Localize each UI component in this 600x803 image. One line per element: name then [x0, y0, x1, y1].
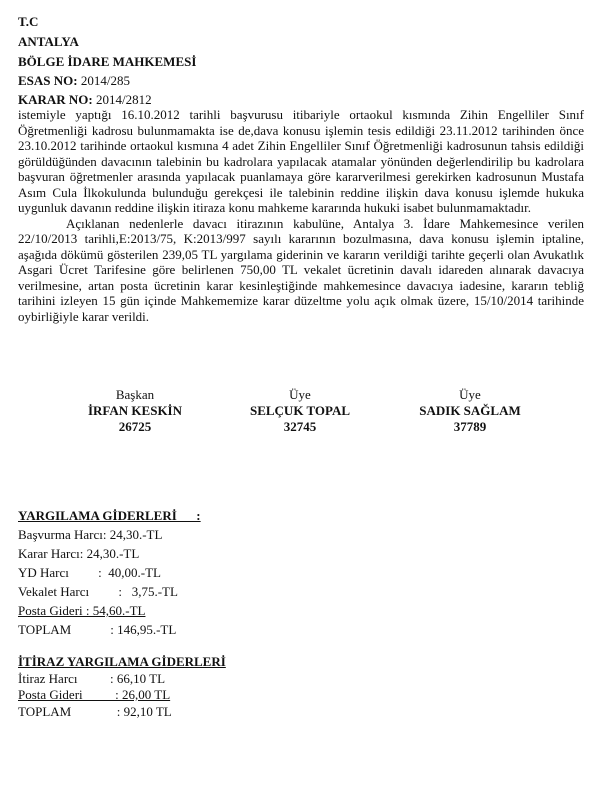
signature-role: Üye	[459, 387, 481, 402]
paragraph-2: Açıklanan nedenlerle davacı itirazının kabulüne, Antalya 3. İdare Mahkemesince verilen 22/10/2013 tarihli,E:2013/75, K:2013/997 sayılı kararının bozulmasına, dava konusu işlemin iptaline, aşağıda dökümü gösterilen 239,05 TL yargılama giderinin ve kararın verildiği tarihte geçerli olan Avukatlık Asgari Ücret Tarifesine göre belirlenen 750,00 TL vekalet ücretinin davalı idareden alınarak davacıya verilmesine, artan posta ücretinin karar kesinleştiğinde mahkemesince davacıya iadesine, kararın tebliğ tarihini izleyen 15 gün içinde Mahkememize karar düzeltme yolu açık olmak üzere, 15/10/2014 tarihinde oybirliğiyle karar verildi.	[18, 215, 584, 324]
paragraph-1: istemiyle yaptığı 16.10.2012 tarihli başvurusu itibariyle ortaokul kısmında Zihin Engelliler Sınıf Öğretmenliği kadrosu bulunmamakta ise de,dava konusu işlemin tesis edildiği 23.11.2012 tarihinden önce 23.10.2012 tarihinde ortaokul kısmına 4 adet Zihin Engelliler Sınıf Öğretmenliği kadrosunun tahsis edildiği görüldüğünden davacının talebinin bu kadrolara yapılacak atamalar yönünden değerlendirilip bu kadrolara başvuran öğretmenler arasında yapılacak puanlamaya göre kararverilmesi gerekirken kadrosunun Mustafa Asım Cula İlkokulunda bulunduğu gerekçesi ile talebinin reddine ilişkin dava konusu işlemde hukuka uygunluk davanın reddine ilişkin itiraza konu mahkeme kararında hukuki isabet bulunmamaktadır.	[18, 107, 584, 215]
signature-role: Başkan	[115, 387, 155, 402]
signature-president	[60, 387, 210, 435]
karar-label: KARAR NO:	[18, 92, 93, 107]
signature-name: SADIK SAĞLAM	[419, 403, 521, 418]
cost-item: Vekalet Harcı : 3,75.-TL	[18, 584, 178, 599]
signature-name: SELÇUK TOPAL	[249, 403, 351, 418]
costs-total: TOPLAM : 146,95.-TL	[18, 622, 177, 637]
appeal-costs-title: İTİRAZ YARGILAMA GİDERLERİ	[18, 654, 226, 669]
costs-title: YARGILAMA GİDERLERİ :	[18, 508, 201, 523]
esas-no	[18, 73, 130, 89]
signature-number: 37789	[453, 419, 487, 434]
signature-member-2	[395, 387, 545, 435]
cost-item: Başvurma Harcı: 24,30.-TL	[18, 527, 163, 542]
decision-text	[18, 107, 584, 324]
signature-name: İRFAN KESKİN	[87, 403, 183, 418]
karar-no	[18, 92, 152, 108]
signature-member-1	[225, 387, 375, 435]
signature-number: 26725	[118, 419, 152, 434]
appeal-cost-item: Posta Gideri : 26,00 TL	[18, 687, 171, 702]
signature-role: Üye	[289, 387, 311, 402]
cost-item: Posta Gideri : 54,60.-TL	[18, 603, 146, 618]
appeal-costs-total: TOPLAM : 92,10 TL	[18, 704, 172, 719]
esas-label: ESAS NO:	[18, 73, 78, 88]
karar-value: 2014/2812	[96, 92, 152, 107]
esas-value: 2014/285	[80, 73, 130, 88]
cost-item: Karar Harcı: 24,30.-TL	[18, 546, 140, 561]
header-tc: T.C	[18, 14, 39, 29]
signature-number: 32745	[283, 419, 317, 434]
appeal-cost-item: İtiraz Harcı : 66,10 TL	[18, 671, 166, 686]
header-court: BÖLGE İDARE MAHKEMESİ	[18, 54, 197, 69]
cost-item: YD Harcı : 40,00.-TL	[18, 565, 161, 580]
header-city: ANTALYA	[18, 34, 79, 49]
